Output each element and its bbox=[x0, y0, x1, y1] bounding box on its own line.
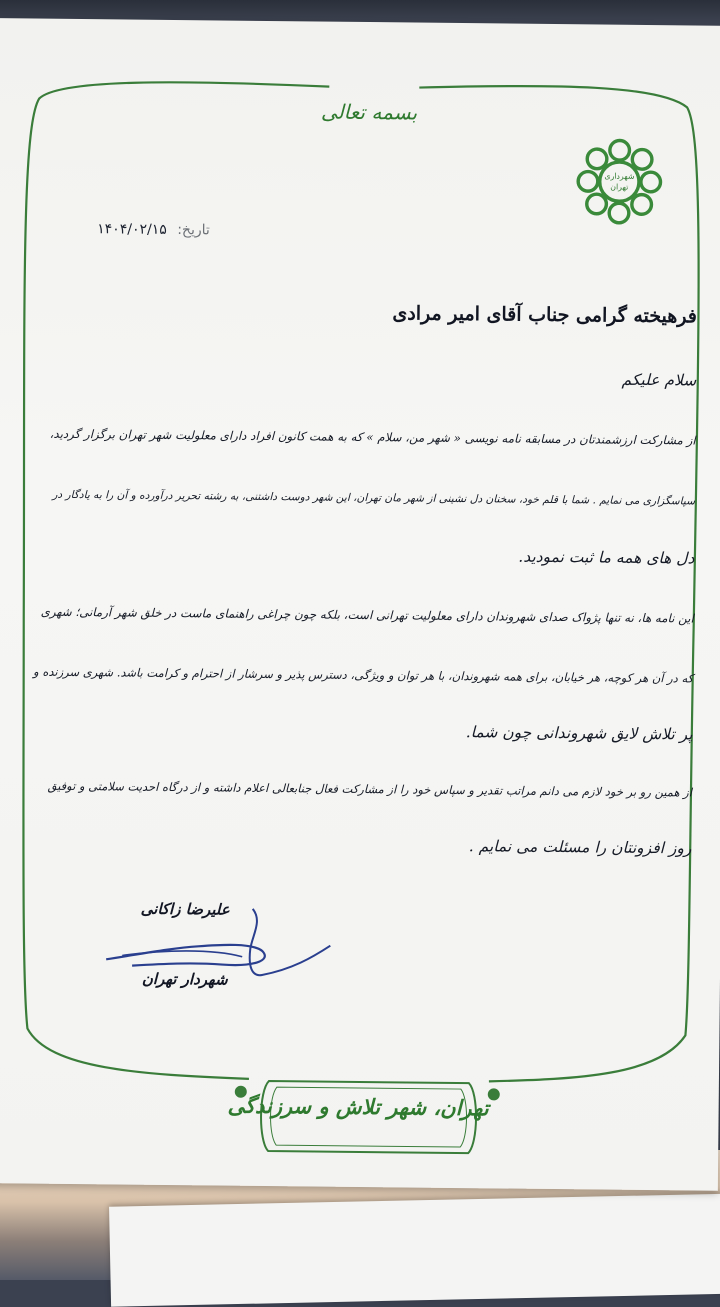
letter-sheet bbox=[0, 18, 720, 1191]
body-line: روز افزونتان را مسئلت می نمایم . bbox=[468, 837, 692, 858]
date-value: ۱۴۰۴/۰۲/۱۵ bbox=[97, 221, 167, 238]
addressee: فرهیخته گرامی جناب آقای امیر مرادی bbox=[392, 302, 698, 328]
date-label: تاریخ: bbox=[177, 222, 210, 239]
footer-slogan: تهران، شهر تلاش و سرزندگی bbox=[227, 1092, 489, 1121]
svg-text:شهرداری: شهرداری bbox=[604, 171, 635, 181]
greeting: سلام علیکم bbox=[621, 370, 697, 390]
body-line: سپاسگزاری می نمایم . شما با قلم خود، سخنان دل نشینی از شهر مان تهران، این شهر دوست داشتنی، به رشته تحریر درآورده و آن را به یادگار در bbox=[52, 488, 696, 508]
basmala-heading: بسمه تعالی bbox=[320, 99, 418, 125]
body-line: از همین رو بر خود لازم می دانم مراتب تقدیر و سپاس خود را از مشارکت فعال جنابعالی اعلام داشته و از درگاه احدیت سلامتی و توفیق bbox=[47, 778, 693, 800]
body-line: دل های همه ما ثبت نمودید. bbox=[518, 547, 695, 568]
body-line: پر تلاش لایق شهروندانی چون شما. bbox=[465, 723, 693, 744]
body-line: که در آن هر کوچه، هر خیابان، برای همه شهروندان، با هر توان و ویژگی، دسترس پذیر و سرشار از احترام و کرامت باشد. شهری سرزنده و bbox=[33, 664, 694, 686]
underlying-paper bbox=[109, 1193, 720, 1306]
svg-text:تهران: تهران bbox=[610, 182, 629, 192]
date-row bbox=[70, 221, 210, 238]
body-line: این نامه ها، نه تنها پژواک صدای شهروندان دارای معلولیت تهرانی است، بلکه چون چراغی راهنمای ماست در خلق شهر آرمانی؛ شهری bbox=[40, 604, 694, 626]
signer-title: شهردار تهران bbox=[141, 969, 228, 989]
tehran-municipality-logo bbox=[570, 132, 669, 231]
signer-name: علیرضا زاکانی bbox=[140, 899, 230, 919]
body-line: از مشارکت ارزشمندتان در مسابقه نامه نویسی « شهر من، سلام » که به همت کانون افراد دارای معلولیت شهر تهران برگزار گردید، bbox=[49, 426, 696, 448]
